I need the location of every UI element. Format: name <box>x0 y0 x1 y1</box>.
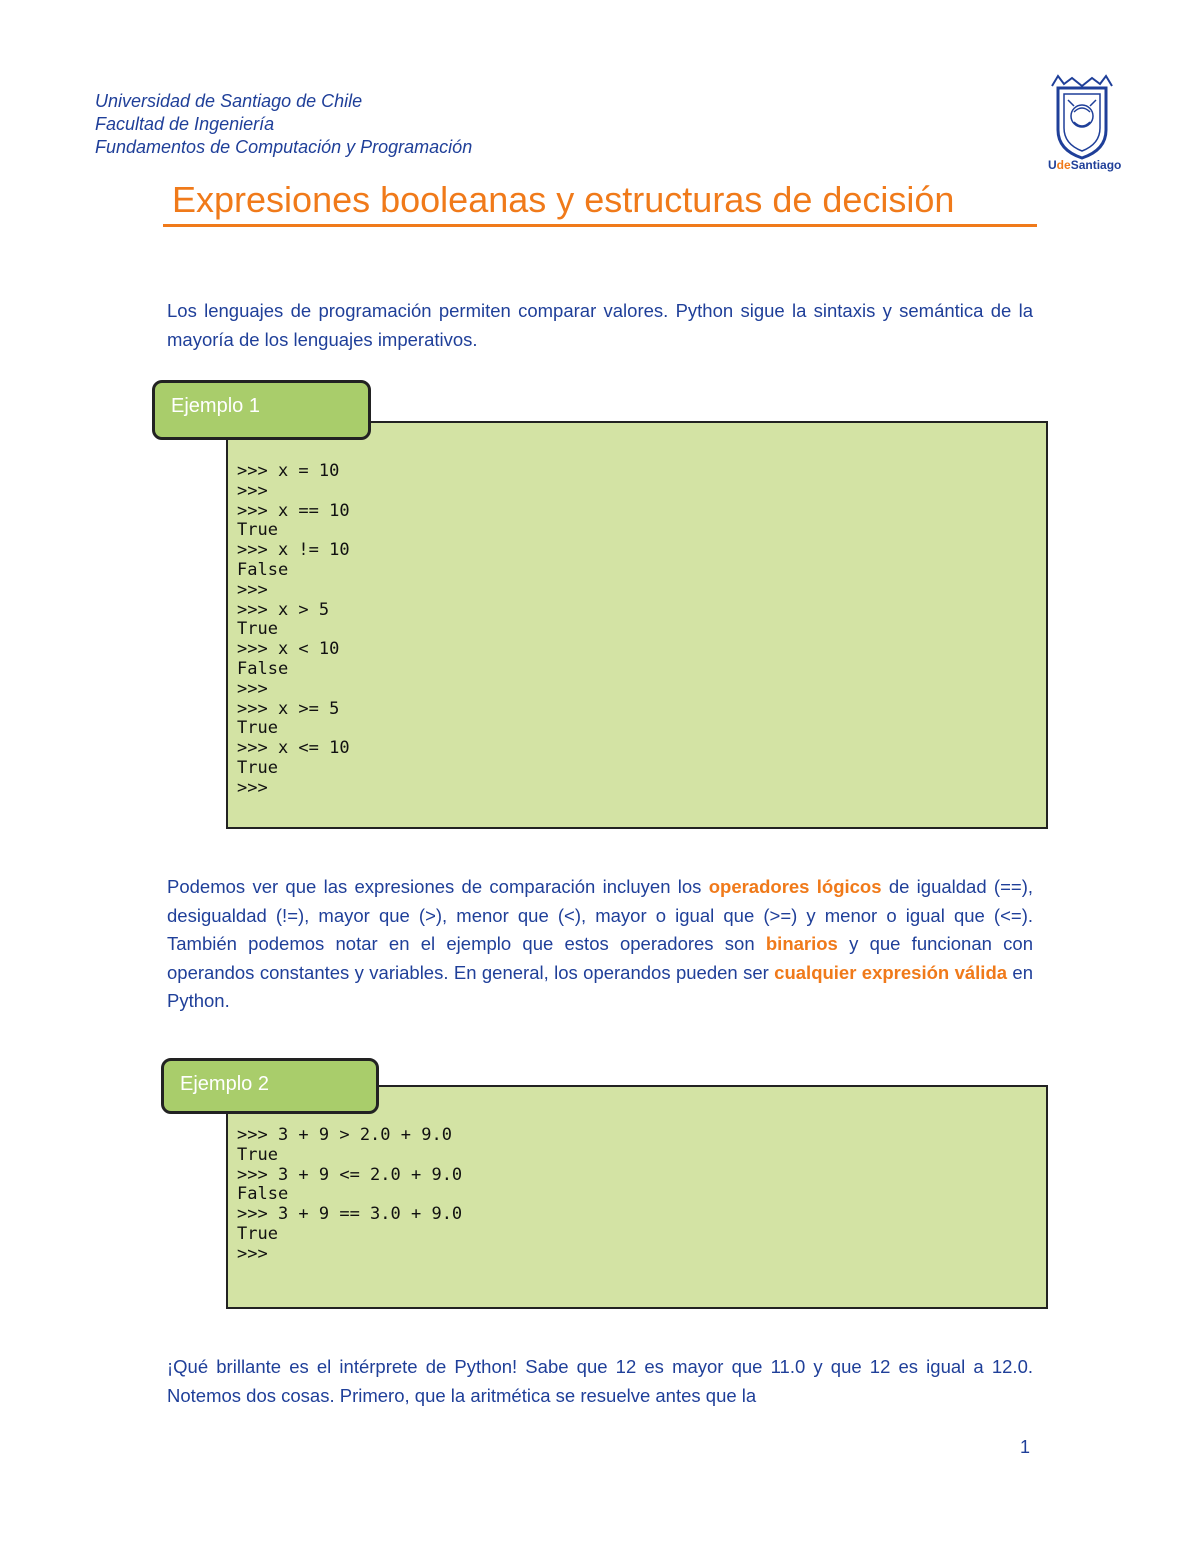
page-title: Expresiones booleanas y estructuras de decisión <box>172 179 955 220</box>
code-line: >>> x == 10 <box>237 500 350 521</box>
code-line: True <box>237 1144 278 1165</box>
example-2-code <box>237 1126 462 1265</box>
code-line: >>> 3 + 9 > 2.0 + 9.0 <box>237 1125 452 1145</box>
example-1-label: Ejemplo 1 <box>152 380 371 440</box>
code-line: >>> <box>237 579 268 600</box>
code-line: >>> x >= 5 <box>237 698 340 719</box>
code-line: >>> x < 10 <box>237 639 340 660</box>
code-line: >>> <box>237 678 268 699</box>
code-line: >>> x = 10 <box>237 461 340 481</box>
code-line: False <box>237 658 289 679</box>
document-header <box>95 90 472 159</box>
interpreter-paragraph: ¡Qué brillante es el intérprete de Python! Sabe que 12 es mayor que 11.0 y que 12 es igual a 12.0. Notemos dos cosas. Primero, que la aritmética se resuelve antes que la <box>167 1356 1033 1406</box>
code-line: True <box>237 718 278 739</box>
code-line: >>> x != 10 <box>237 540 350 561</box>
code-line: >>> 3 + 9 == 3.0 + 9.0 <box>237 1204 463 1225</box>
operators-paragraph: Podemos ver que las expresiones de comparación incluyen los operadores lógicos de igualdad (==), desigualdad (!=), mayor que (>), menor que (<), mayor o igual que (>=) y menor o igual que (<=). También podemos notar en el ejemplo que estos operadores son binarios y que funcionan con operandos constantes y variables. En general, los operandos pueden ser cualquier expresión válida en Python. <box>167 876 1033 1011</box>
code-line: True <box>237 1223 278 1244</box>
code-line: >>> x > 5 <box>237 599 330 620</box>
example-2-label: Ejemplo 2 <box>161 1058 379 1114</box>
highlight-valid-expression: cualquier expresión válida <box>774 961 1008 983</box>
faculty-name: Facultad de Ingeniería <box>95 114 275 134</box>
code-line: True <box>237 619 278 640</box>
example-1-code <box>237 462 350 799</box>
code-line: >>> <box>237 1243 268 1264</box>
highlight-binary: binarios <box>765 933 838 954</box>
code-line: >>> x <= 10 <box>237 738 350 759</box>
course-name: Fundamentos de Computación y Programación <box>95 137 473 157</box>
university-name: Universidad de Santiago de Chile <box>95 91 363 111</box>
university-logo-text: UdeSantiago <box>1048 158 1122 172</box>
highlight-logical-operators: operadores lógicos <box>708 876 882 897</box>
code-line: False <box>237 1184 289 1205</box>
code-line: True <box>237 520 278 541</box>
code-line: False <box>237 559 289 580</box>
page-number: 1 <box>1020 1437 1031 1457</box>
code-line: True <box>237 757 278 778</box>
code-line: >>> <box>237 777 268 798</box>
code-line: >>> <box>237 480 268 501</box>
intro-paragraph: Los lenguajes de programación permiten comparar valores. Python sigue la sintaxis y semántica de la mayoría de los lenguajes imperativos. <box>167 300 1033 350</box>
title-underline <box>163 224 1037 227</box>
code-line: >>> 3 + 9 <= 2.0 + 9.0 <box>237 1164 463 1185</box>
